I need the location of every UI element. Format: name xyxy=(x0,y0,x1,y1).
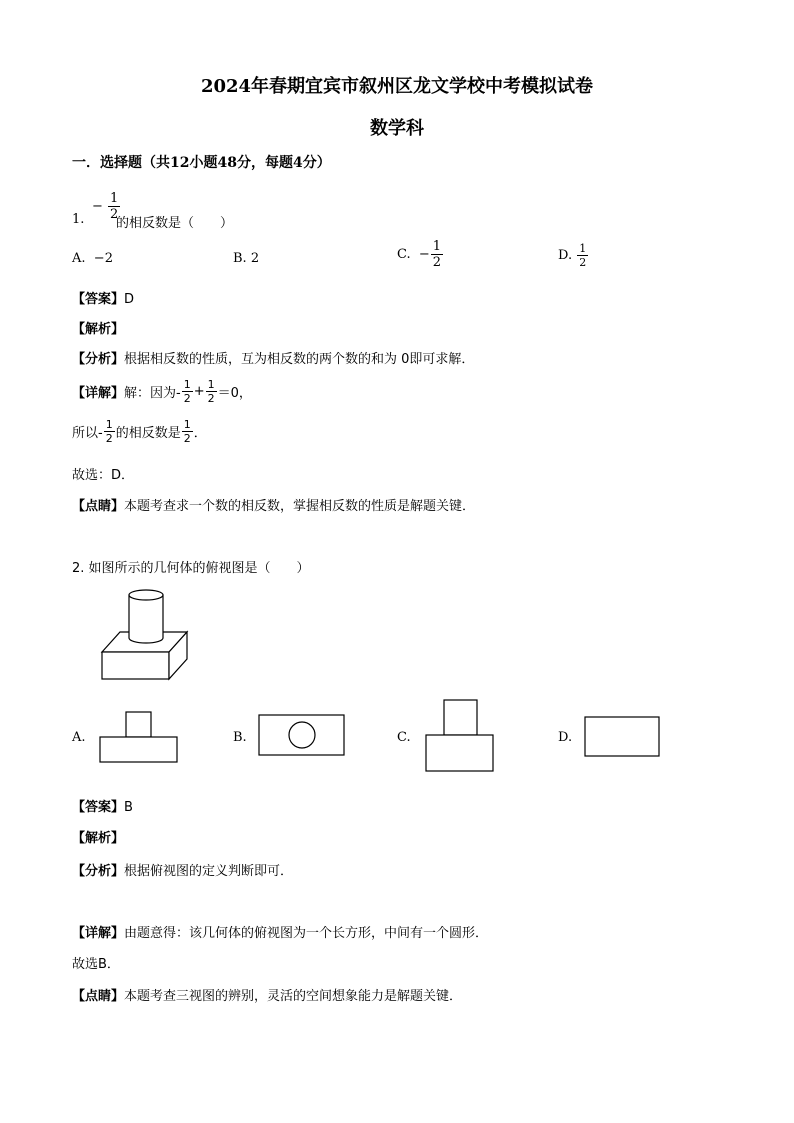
q2-option-a-label: A. xyxy=(72,730,86,745)
q1-choose: 故选：D． xyxy=(72,468,135,483)
exam-title: 2024年春期宜宾市叙州区龙文学校中考模拟试卷 xyxy=(200,76,594,97)
q1-fraction: $\frac{1}{2}$ xyxy=(110,191,119,222)
q2-answer: 【答案】B xyxy=(72,800,133,815)
q1-option-d: D. $\frac{1}{2}$ xyxy=(558,242,587,269)
q1-point: 【点睛】本题考查求一个数的相反数，掌握相反数的性质是解题关键． xyxy=(72,499,476,514)
q2-option-c-label: C. xyxy=(397,730,411,745)
q1-option-c: C. − $\frac{1}{2}$ xyxy=(397,239,442,270)
q2-option-b-label: B. xyxy=(233,730,247,745)
section-heading: 一．选择题（共12小题48分，每题4分） xyxy=(72,155,331,171)
q1-detail: 【详解】解：因为- $\frac{1}{2}$ + $\frac{1}{2}$ ＝0， xyxy=(72,378,252,405)
q1-analysis: 【分析】根据相反数的性质，互为相反数的两个数的和为 0即可求解． xyxy=(72,352,475,367)
q1-jiexi: 【解析】 xyxy=(72,322,125,337)
q2-point: 【点睛】本题考查三视图的辨别，灵活的空间想象能力是解题关键． xyxy=(72,989,463,1004)
q1-stem-text: 的相反数是（ ） xyxy=(116,216,234,231)
q2-analysis: 【分析】根据俯视图的定义判断即可． xyxy=(72,864,294,879)
q2-option-d-label: D. xyxy=(558,730,573,745)
q1-number: 1. xyxy=(72,212,85,227)
q2-stem: 2. 如图所示的几何体的俯视图是（ ） xyxy=(72,561,310,576)
q1-option-a: A. −2 xyxy=(72,251,113,266)
q2-choose: 故选B． xyxy=(72,957,120,972)
q1-option-b: B. 2 xyxy=(233,251,260,266)
subject-title: 数学科 xyxy=(370,118,424,139)
q2-jiexi: 【解析】 xyxy=(72,831,125,846)
q1-expression: − $\frac{1}{2}$ xyxy=(92,191,119,222)
q1-answer: 【答案】D xyxy=(72,292,135,307)
q2-detail: 【详解】由题意得：该几何体的俯视图为一个长方形，中间有一个圆形． xyxy=(72,926,489,941)
q1-detail-line2: 所以- $\frac{1}{2}$ 的相反数是 $\frac{1}{2}$ ． xyxy=(72,418,207,445)
